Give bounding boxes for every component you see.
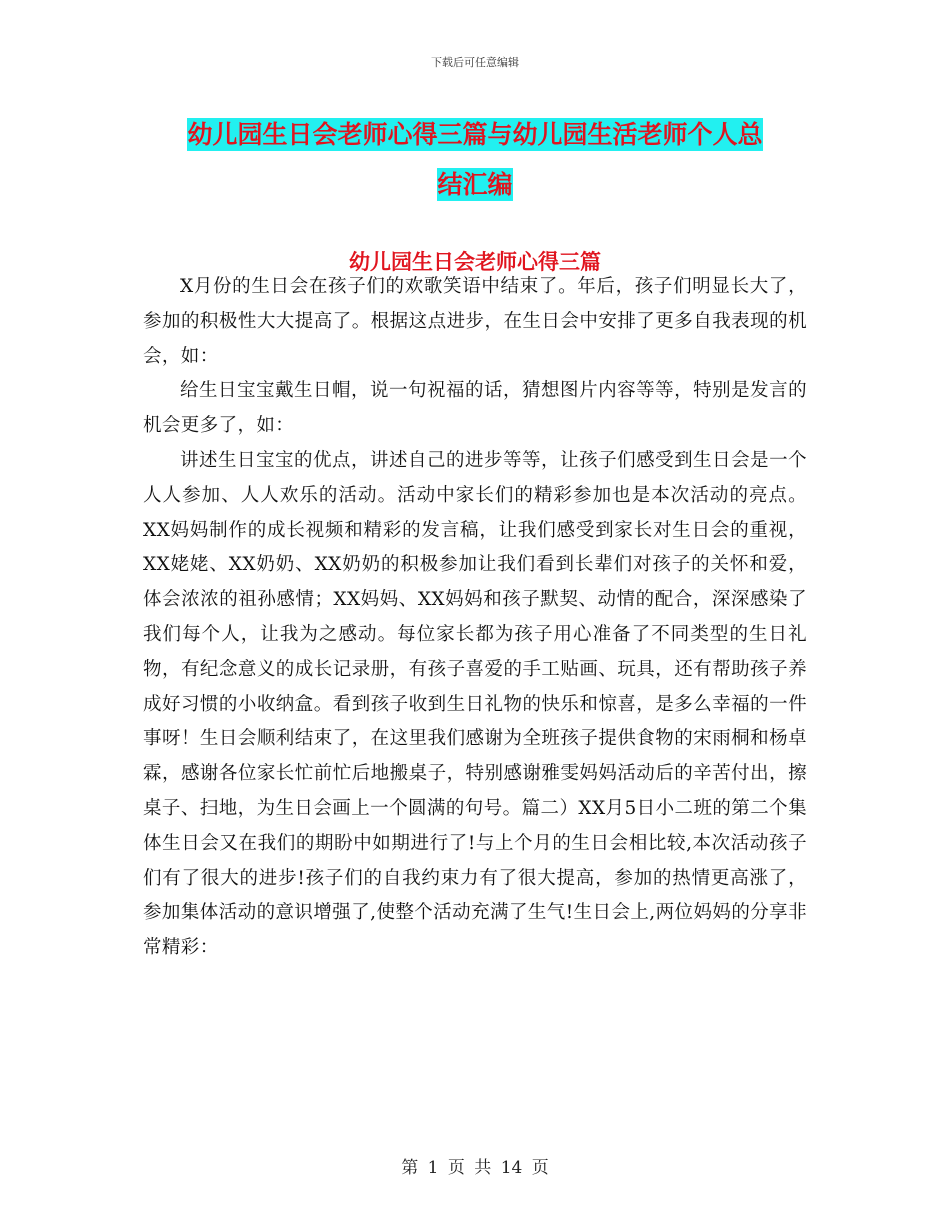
paragraph-2: 给生日宝宝戴生日帽，说一句祝福的话，猜想图片内容等等，特别是发言的机会更多了，如： <box>143 380 807 437</box>
page-footer: 第 1 页 共 14 页 <box>401 1158 549 1178</box>
document-title-line2: 结汇编 <box>437 170 513 199</box>
paragraph-1: X月份的生日会在孩子们的欢歌笑语中结束了。年后，孩子们明显长大了，参加的积极性大大提高了。根据这点进步，在生日会中安排了更多自我表现的机会，如： <box>143 276 807 367</box>
section-title: 幼儿园生日会老师心得三篇 <box>349 250 601 274</box>
document-title <box>140 110 810 210</box>
document-title-line1: 幼儿园生日会老师心得三篇与幼儿园生活老师个人总 <box>187 120 763 149</box>
document-body <box>143 270 807 966</box>
header-note: 下载后可任意编辑 <box>431 56 519 69</box>
paragraph-3: 讲述生日宝宝的优点，讲述自己的进步等等，让孩子们感受到生日会是一个人人参加、人人欢乐的活动。活动中家长们的精彩参加也是本次活动的亮点。XX妈妈制作的成长视频和精彩的发言稿，让我们感受到家长对生日会的重视，XX姥姥、XX奶奶、XX奶奶的积极参加让我们看到长辈们对孩子的关怀和爱，体会浓浓的祖孙感情；XX妈妈、XX妈妈和孩子默契、动情的配合，深深感染了我们每个人，让我为之感动。每位家长都为孩子用心准备了不同类型的生日礼物，有纪念意义的成长记录册，有孩子喜爱的手工贴画、玩具，还有帮助孩子养成好习惯的小收纳盒。看到孩子收到生日礼物的快乐和惊喜，是多么幸福的一件事呀！生日会顺利结束了，在这里我们感谢为全班孩子提供食物的宋雨桐和杨卓霖，感谢各位家长忙前忙后地搬桌子，特别感谢雅雯妈妈活动后的辛苦付出，擦桌子、扫地，为生日会画上一个圆满的句号。篇二）XX月5日小二班的第二个集体生日会又在我们的期盼中如期进行了!与上个月的生日会相比较,本次活动孩子们有了很大的进步!孩子们的自我约束力有了很大提高，参加的热情更高涨了，参加集体活动的意识增强了,使整个活动充满了生气!生日会上,两位妈妈的分享非常精彩： <box>143 449 807 959</box>
